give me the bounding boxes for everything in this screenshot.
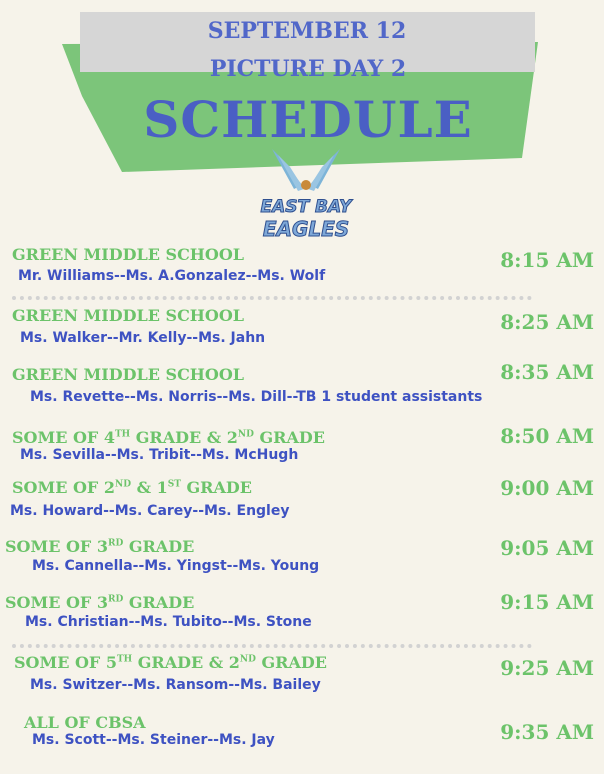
schedule-group: SOME OF 3RD GRADE xyxy=(5,537,195,556)
schedule-time: 9:35 AM xyxy=(500,720,594,744)
page-title: SCHEDULE xyxy=(143,90,473,149)
schedule-teachers: Ms. Sevilla--Ms. Tribit--Ms. McHugh xyxy=(20,447,299,463)
schedule-time: 9:15 AM xyxy=(500,590,594,614)
schedule-teachers: Mr. Williams--Ms. A.Gonzalez--Ms. Wolf xyxy=(18,268,326,284)
event-heading: PICTURE DAY 2 xyxy=(209,56,407,82)
schedule-teachers: Ms. Walker--Mr. Kelly--Ms. Jahn xyxy=(20,330,266,346)
schedule-teachers: Ms. Scott--Ms. Steiner--Ms. Jay xyxy=(32,732,275,748)
schedule-teachers: Ms. Cannella--Ms. Yingst--Ms. Young xyxy=(32,558,320,574)
schedule-time: 8:35 AM xyxy=(500,360,594,384)
schedule-time: 8:15 AM xyxy=(500,248,594,272)
logo-text-line1: EAST BAY xyxy=(260,197,352,217)
eagle-wings-icon xyxy=(254,145,358,205)
schedule-group: SOME OF 2ND & 1ST GRADE xyxy=(12,478,252,497)
schedule-group: SOME OF 3RD GRADE xyxy=(5,593,195,612)
eagle-wings-logo xyxy=(254,145,358,245)
schedule-teachers: Ms. Switzer--Ms. Ransom--Ms. Bailey xyxy=(30,677,321,693)
schedule-group: GREEN MIDDLE SCHOOL xyxy=(12,245,245,264)
schedule-time: 8:25 AM xyxy=(500,310,594,334)
schedule-group: SOME OF 5TH GRADE & 2ND GRADE xyxy=(14,653,327,672)
schedule-group: GREEN MIDDLE SCHOOL xyxy=(12,365,245,384)
logo-text-line2: EAGLES xyxy=(262,217,350,241)
schedule-time: 8:50 AM xyxy=(500,424,594,448)
date-heading: SEPTEMBER 12 xyxy=(207,18,407,44)
dotted-divider xyxy=(12,296,532,300)
schedule-teachers: Ms. Revette--Ms. Norris--Ms. Dill--TB 1 student assistants xyxy=(30,389,483,405)
schedule-teachers: Ms. Christian--Ms. Tubito--Ms. Stone xyxy=(25,614,312,630)
schedule-group: ALL OF CBSA xyxy=(24,713,146,732)
schedule-time: 9:05 AM xyxy=(500,536,594,560)
schedule-teachers: Ms. Howard--Ms. Carey--Ms. Engley xyxy=(10,503,290,519)
schedule-time: 9:25 AM xyxy=(500,656,594,680)
schedule-group: SOME OF 4TH GRADE & 2ND GRADE xyxy=(12,428,325,447)
schedule-group: GREEN MIDDLE SCHOOL xyxy=(12,306,245,325)
dotted-divider xyxy=(12,644,532,648)
schedule-time: 9:00 AM xyxy=(500,476,594,500)
